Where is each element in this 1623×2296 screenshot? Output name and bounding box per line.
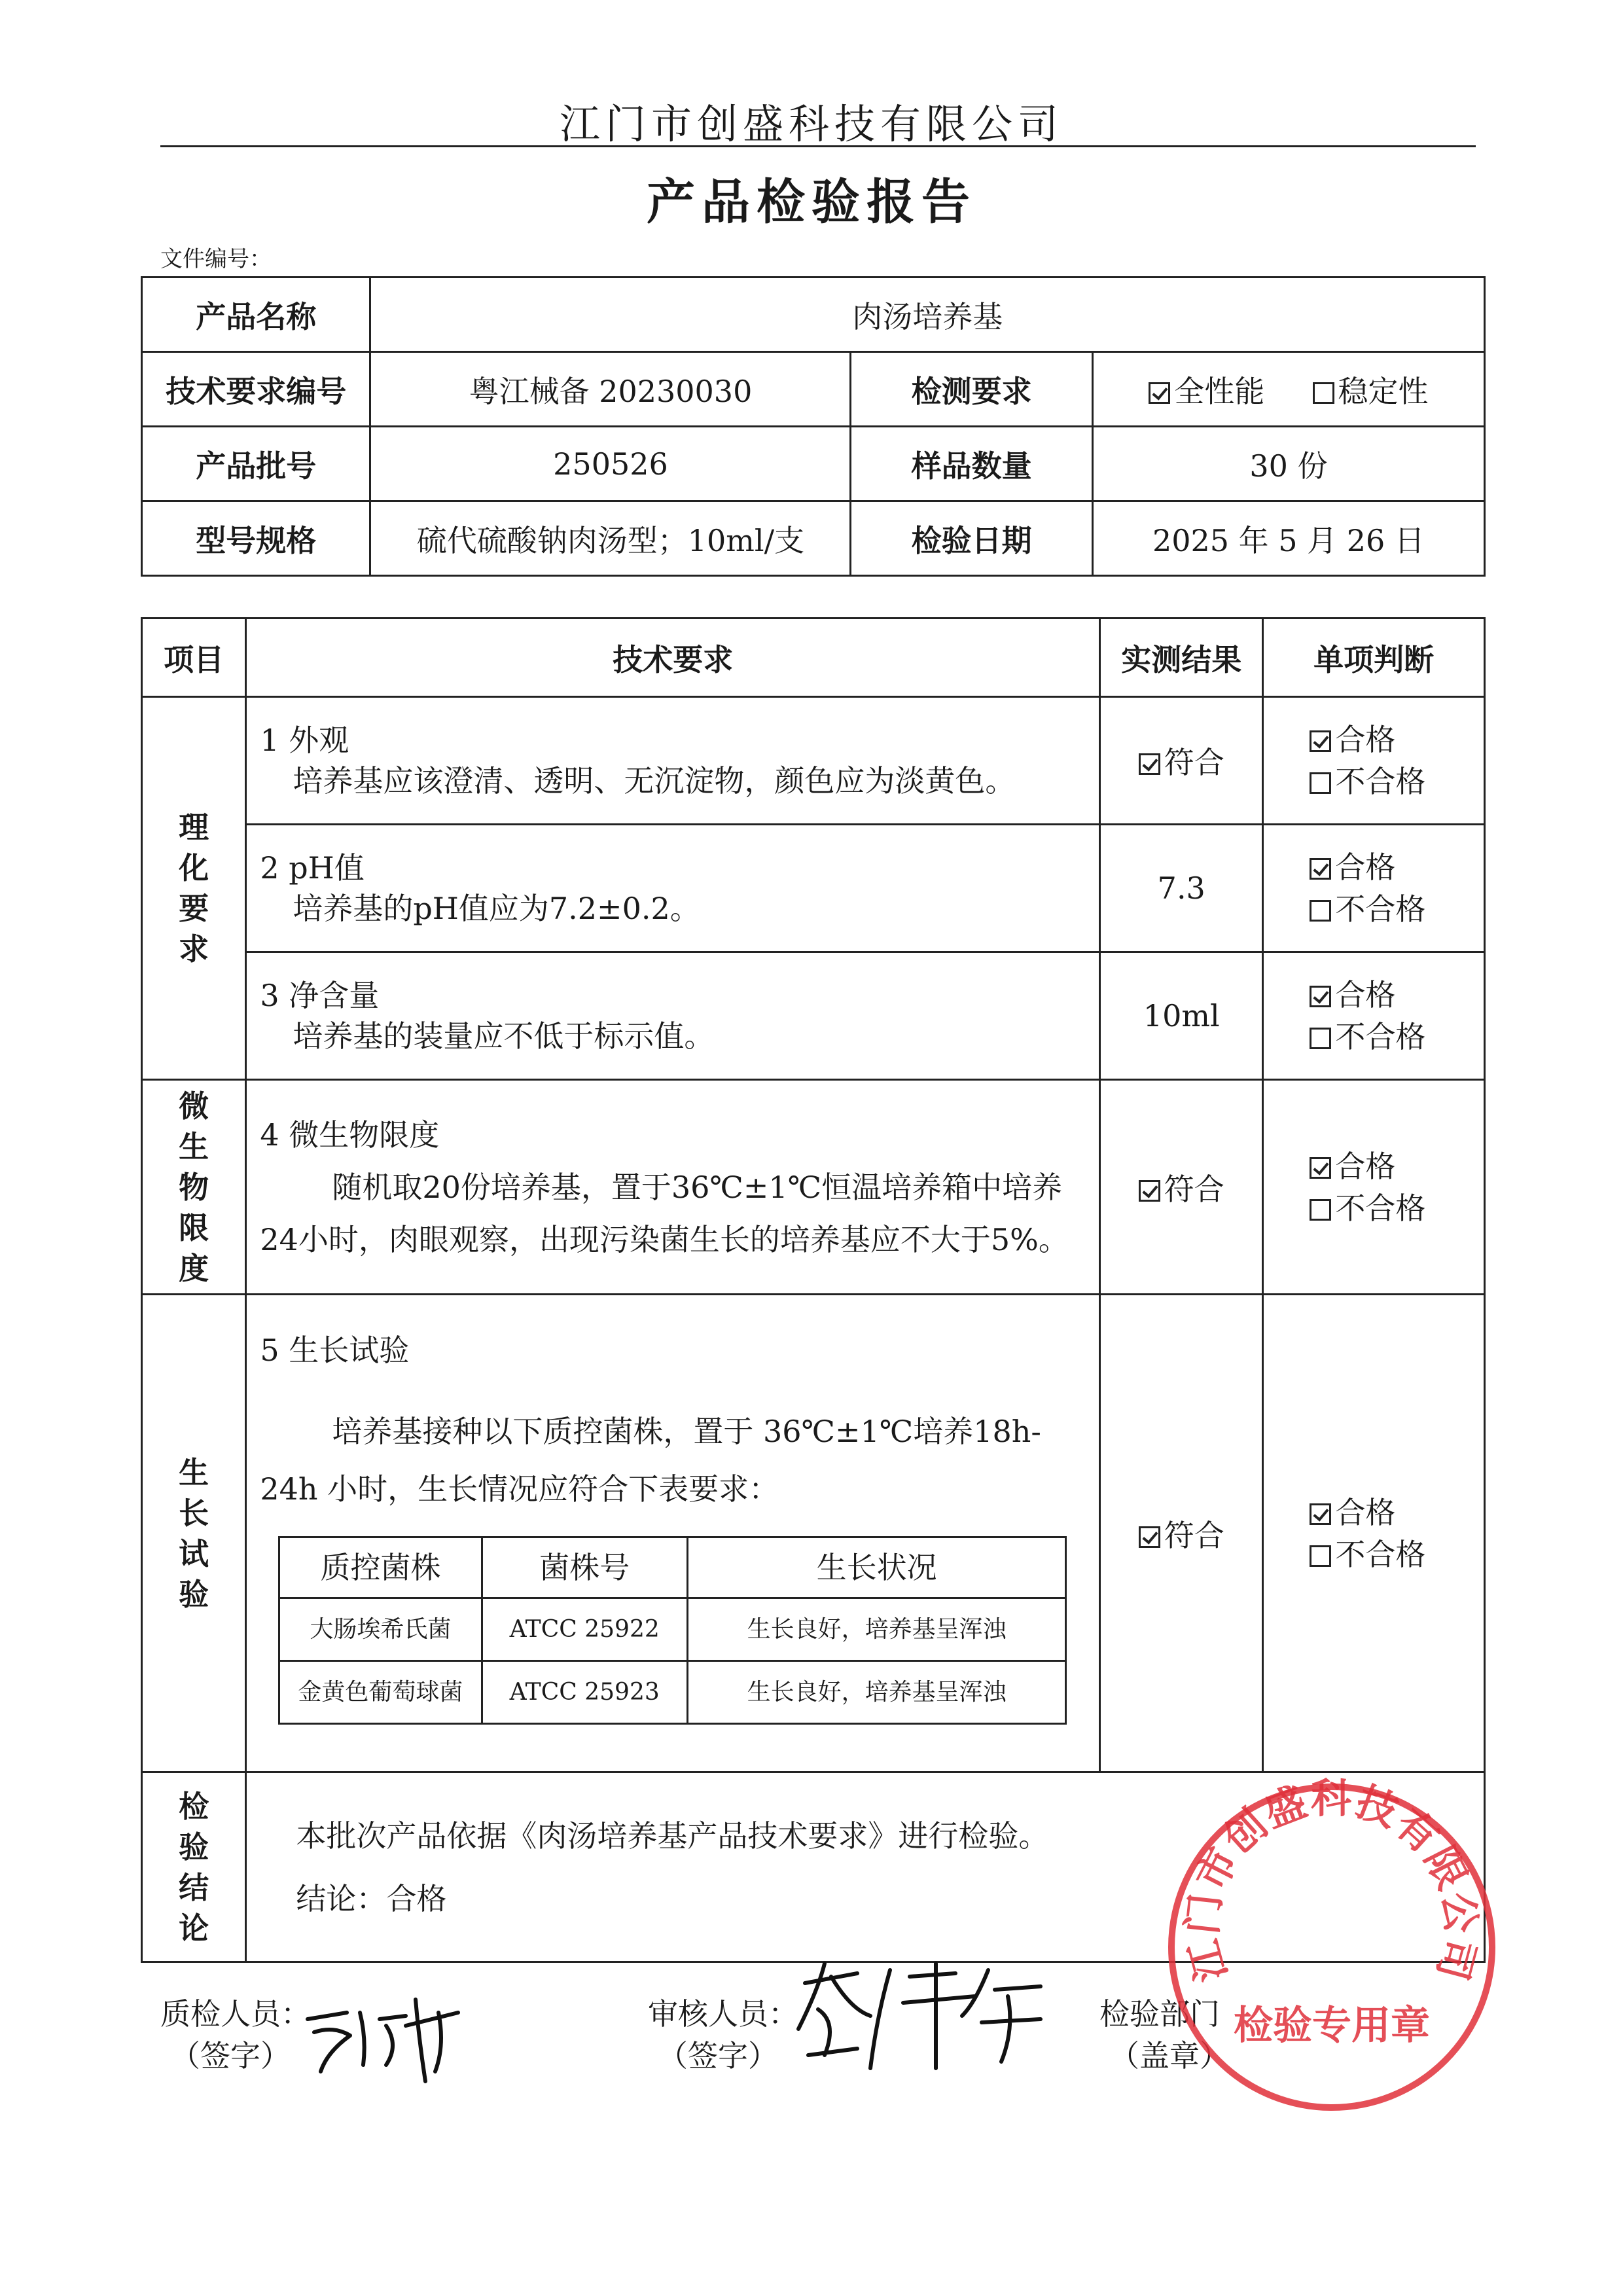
strain-2-id: ATCC 25923	[482, 1661, 687, 1724]
header-divider	[160, 145, 1476, 147]
header-item: 项目	[142, 619, 246, 697]
inspection-seal-stamp	[1162, 1777, 1502, 2117]
reviewer-signature-block	[648, 1993, 798, 2077]
inspector-label: 质检人员：	[160, 1996, 311, 2032]
strain-2-growth: 生长良好，培养基呈浑浊	[687, 1661, 1065, 1724]
requirement-1	[246, 697, 1100, 825]
dept-seal-note: （盖章）	[1109, 2038, 1230, 2073]
strain-table	[278, 1536, 1067, 1725]
test-date-label: 检验日期	[851, 501, 1092, 576]
inspector-signature	[288, 1973, 484, 2091]
checkbox-checked-icon[interactable]	[1139, 1180, 1160, 1202]
test-req-opt2: 稳定性	[1338, 373, 1429, 409]
judgement-2: 合格 不合格	[1263, 825, 1485, 952]
requirement-4	[246, 1080, 1100, 1295]
strain-header-id: 菌株号	[482, 1537, 687, 1598]
strain-header-growth: 生长状况	[687, 1537, 1065, 1598]
judgement-4: 合格 不合格	[1263, 1080, 1485, 1295]
requirement-1-title: 1 外观	[260, 723, 349, 758]
sample-qty-label: 样品数量	[851, 427, 1092, 501]
category-growth: 生长试验	[142, 1295, 246, 1772]
strain-header-name: 质控菌株	[279, 1537, 482, 1598]
test-req-options	[1092, 352, 1484, 427]
conclusion-result: 结论：合格	[296, 1880, 447, 1916]
header-judgement: 单项判断	[1263, 619, 1485, 697]
category-micro: 微生物限度	[142, 1080, 246, 1295]
doc-number-label: 文件编号：	[160, 246, 272, 272]
requirement-3	[246, 952, 1100, 1080]
strain-1-growth: 生长良好，培养基呈浑浊	[687, 1598, 1065, 1661]
checkbox-checked-icon[interactable]	[1139, 753, 1160, 775]
tech-no-label: 技术要求编号	[142, 352, 370, 427]
requirement-4-desc: 随机取20份培养基，置于36℃±1℃恒温培养箱中培养24小时，肉眼观察，出现污染菌生长的培养基应不大于5%。	[260, 1169, 1069, 1257]
batch-value: 250526	[370, 427, 851, 501]
result-1: 符合	[1100, 697, 1263, 825]
requirement-3-title: 3 净含量	[260, 978, 380, 1013]
reviewer-sign-note: （签字）	[658, 2038, 778, 2073]
requirement-2-title: 2 pH值	[260, 850, 365, 886]
requirement-5	[246, 1295, 1100, 1772]
reviewer-label: 审核人员：	[648, 1996, 798, 2032]
requirement-2-desc: 培养基的pH值应为7.2±0.2。	[293, 891, 700, 926]
checkbox-empty-icon[interactable]	[1310, 900, 1331, 922]
checkbox-empty-icon[interactable]	[1310, 772, 1331, 794]
stamp-ring-text: 江门市创盛科技有限公司	[1177, 1777, 1486, 1986]
checkbox-empty-icon[interactable]	[1310, 1199, 1331, 1221]
product-name-value: 肉汤培养基	[370, 278, 1485, 352]
checkbox-checked-icon[interactable]	[1310, 986, 1331, 1007]
reviewer-signature	[779, 1937, 1054, 2081]
requirement-4-title: 4 微生物限度	[260, 1117, 440, 1153]
dept-label: 检验部门	[1099, 1996, 1220, 2032]
test-date-value: 2025 年 5 月 26 日	[1092, 501, 1484, 576]
model-label: 型号规格	[142, 501, 370, 576]
strain-1-name: 大肠埃希氏菌	[279, 1598, 482, 1661]
tech-no-value: 粤江械备 20230030	[370, 352, 851, 427]
checkbox-checked-icon[interactable]	[1310, 1503, 1331, 1525]
requirement-1-desc: 培养基应该澄清、透明、无沉淀物，颜色应为淡黄色。	[293, 763, 1016, 798]
requirement-3-desc: 培养基的装量应不低于标示值。	[293, 1018, 715, 1054]
product-info-table	[141, 276, 1486, 577]
judgement-1: 合格 不合格	[1263, 697, 1485, 825]
test-req-label: 检测要求	[851, 352, 1092, 427]
stamp-center-text: 检验专用章	[1234, 2003, 1430, 2049]
inspector-sign-note: （签字）	[170, 2038, 291, 2073]
category-conclusion: 检验结论	[142, 1772, 246, 1962]
requirement-2	[246, 825, 1100, 952]
checkbox-checked-icon[interactable]	[1149, 382, 1170, 404]
test-req-opt1: 全性能	[1174, 373, 1265, 409]
header-tech-req: 技术要求	[246, 619, 1100, 697]
checkbox-checked-icon[interactable]	[1310, 858, 1331, 880]
product-name-label: 产品名称	[142, 278, 370, 352]
checkbox-empty-icon[interactable]	[1310, 1028, 1331, 1049]
judgement-5: 合格 不合格	[1263, 1295, 1485, 1772]
result-4: 符合	[1100, 1080, 1263, 1295]
svg-text:江门市创盛科技有限公司	[1178, 1777, 1486, 1986]
header-result: 实测结果	[1100, 619, 1263, 697]
conclusion-basis: 本批次产品依据《肉汤培养基产品技术要求》进行检验。	[296, 1818, 1049, 1854]
model-value: 硫代硫酸钠肉汤型；10ml/支	[370, 501, 851, 576]
judgement-3: 合格 不合格	[1263, 952, 1485, 1080]
category-physchem: 理化要求	[142, 697, 246, 1080]
company-name: 江门市创盛科技有限公司	[559, 100, 1063, 148]
requirement-5-desc: 培养基接种以下质控菌株，置于 36℃±1℃培养18h-24h 小时，生长情况应符合下表要求：	[260, 1414, 1041, 1507]
checkbox-checked-icon[interactable]	[1310, 1157, 1331, 1179]
requirement-5-title: 5 生长试验	[260, 1333, 410, 1368]
report-title: 产品检验报告	[647, 174, 976, 230]
checkbox-checked-icon[interactable]	[1310, 730, 1331, 752]
batch-label: 产品批号	[142, 427, 370, 501]
sample-qty-value: 30 份	[1092, 427, 1484, 501]
inspection-table	[141, 617, 1486, 1963]
checkbox-checked-icon[interactable]	[1139, 1526, 1160, 1548]
result-5: 符合	[1100, 1295, 1263, 1772]
checkbox-empty-icon[interactable]	[1310, 1545, 1331, 1567]
strain-1-id: ATCC 25922	[482, 1598, 687, 1661]
result-2: 7.3	[1100, 825, 1263, 952]
checkbox-empty-icon[interactable]	[1313, 382, 1334, 404]
strain-2-name: 金黄色葡萄球菌	[279, 1661, 482, 1724]
result-3: 10ml	[1100, 952, 1263, 1080]
